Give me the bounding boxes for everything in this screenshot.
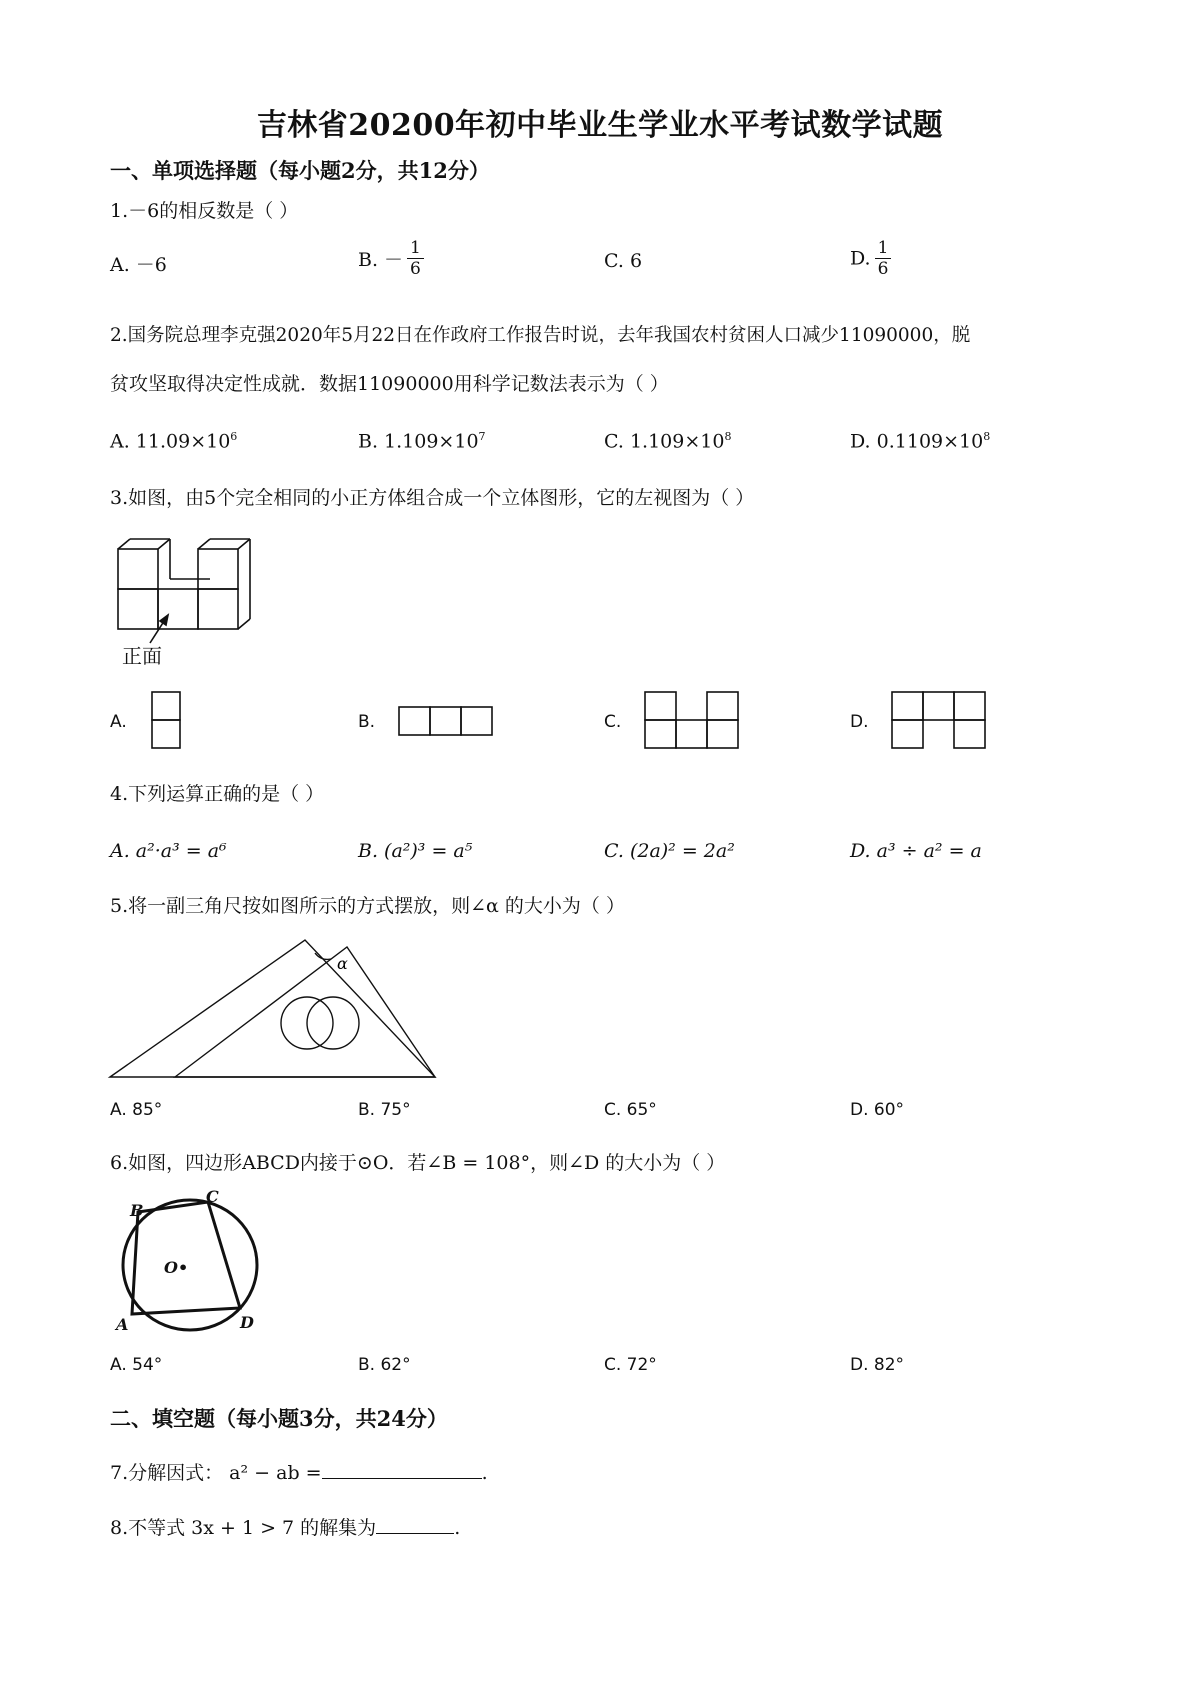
q6-option-d: D. 82°	[850, 1355, 905, 1375]
q2-option-c	[604, 430, 731, 452]
q2-option-d-exponent: 8	[983, 430, 991, 443]
q2-option-a-text: A. 11.09×10	[110, 430, 231, 453]
q1-option-a: A. －6	[110, 254, 167, 276]
q1-option-b-fraction	[407, 238, 424, 279]
question-5: 5.将一副三角尺按如图所示的方式摆放，则∠α 的大小为（ ）	[110, 895, 625, 917]
q6-option-a: A. 54°	[110, 1355, 163, 1375]
section-fill-in-heading: 二、填空题（每小题3分，共24分）	[110, 1406, 448, 1431]
page-title: 吉林省20200年初中毕业生学业水平考试数学试题	[256, 108, 944, 143]
q6-label-d: D	[240, 1313, 254, 1332]
q4-option-c: C. (2a)² = 2a²	[604, 840, 735, 862]
q3-front-label: 正面	[122, 644, 162, 668]
question-7	[110, 1460, 488, 1484]
q5-option-c: C. 65°	[604, 1100, 657, 1120]
q2-option-b	[358, 430, 486, 452]
question-7-tail: .	[481, 1462, 488, 1484]
q2-option-c-exponent: 8	[724, 430, 732, 443]
q3-option-a-figure	[150, 690, 184, 752]
q1-option-b-prefix: B. －	[358, 249, 404, 271]
question-2-line-1: 2.国务院总理李克强2020年5月22日在作政府工作报告时说，去年我国农村贫困人口减少11090000，脱	[110, 325, 971, 346]
question-7-text: 7.分解因式： a² − ab =	[110, 1462, 322, 1484]
fraction-numerator: 1	[875, 238, 892, 259]
question-8-tail: .	[454, 1517, 461, 1539]
q4-option-b: B. (a²)³ = a⁵	[358, 840, 473, 862]
q6-label-o: O•	[164, 1258, 189, 1277]
q3-option-c: C.	[604, 712, 622, 732]
q2-option-a-exponent: 6	[230, 430, 238, 443]
q2-option-d	[850, 430, 990, 452]
fraction-denominator: 6	[877, 259, 889, 279]
q4-option-a: A. a²·a³ = a⁶	[110, 840, 227, 862]
q3-option-d-figure	[890, 690, 990, 754]
q6-label-c: C	[206, 1190, 219, 1206]
q3-option-d: D.	[850, 712, 869, 732]
q6-label-a: A	[116, 1315, 129, 1334]
q8-answer-blank[interactable]	[376, 1515, 454, 1534]
question-3: 3.如图，由5个完全相同的小正方体组合成一个立体图形，它的左视图为（ ）	[110, 487, 755, 509]
q6-label-b: B	[130, 1201, 144, 1220]
q5-option-d: D. 60°	[850, 1100, 905, 1120]
q2-option-d-text: D. 0.1109×10	[850, 430, 984, 453]
q4-option-d: D. a³ ÷ a² = a	[850, 840, 982, 862]
question-8-text: 8.不等式 3x + 1 > 7 的解集为	[110, 1517, 377, 1539]
q3-option-b-figure	[397, 705, 497, 739]
q1-option-d-fraction	[875, 238, 892, 279]
q5-alpha-label: α	[337, 954, 348, 973]
q2-option-c-text: C. 1.109×10	[604, 430, 725, 453]
q7-answer-blank[interactable]	[322, 1460, 482, 1479]
q6-option-b: B. 62°	[358, 1355, 411, 1375]
fraction-numerator: 1	[407, 238, 424, 259]
question-1: 1.－6的相反数是（ ）	[110, 200, 299, 222]
q3-option-c-figure	[643, 690, 743, 754]
q3-option-a: A.	[110, 712, 127, 732]
q6-inscribed-quadrilateral-figure	[110, 1190, 270, 1340]
q5-option-a: A. 85°	[110, 1100, 163, 1120]
q5-triangle-rulers-figure	[105, 935, 445, 1085]
question-8	[110, 1515, 460, 1539]
question-4: 4.下列运算正确的是（ ）	[110, 783, 325, 805]
q2-option-b-text: B. 1.109×10	[358, 430, 479, 453]
question-2-line-2: 贫攻坚取得决定性成就．数据11090000用科学记数法表示为（ ）	[110, 373, 669, 395]
q3-option-b: B.	[358, 712, 376, 732]
fraction-denominator: 6	[410, 259, 421, 279]
q1-option-d	[850, 238, 891, 279]
section-choice-heading: 一、单项选择题（每小题2分，共12分）	[110, 158, 490, 183]
q1-option-b	[358, 238, 424, 279]
question-6: 6.如图，四边形ABCD内接于⊙O．若∠B = 108°，则∠D 的大小为（ ）	[110, 1152, 726, 1174]
q2-option-b-exponent: 7	[478, 430, 486, 443]
q6-option-c: C. 72°	[604, 1355, 657, 1375]
q2-option-a	[110, 430, 237, 452]
q1-option-c: C. 6	[604, 250, 643, 272]
q1-option-d-prefix: D.	[850, 247, 871, 270]
q5-option-b: B. 75°	[358, 1100, 411, 1120]
